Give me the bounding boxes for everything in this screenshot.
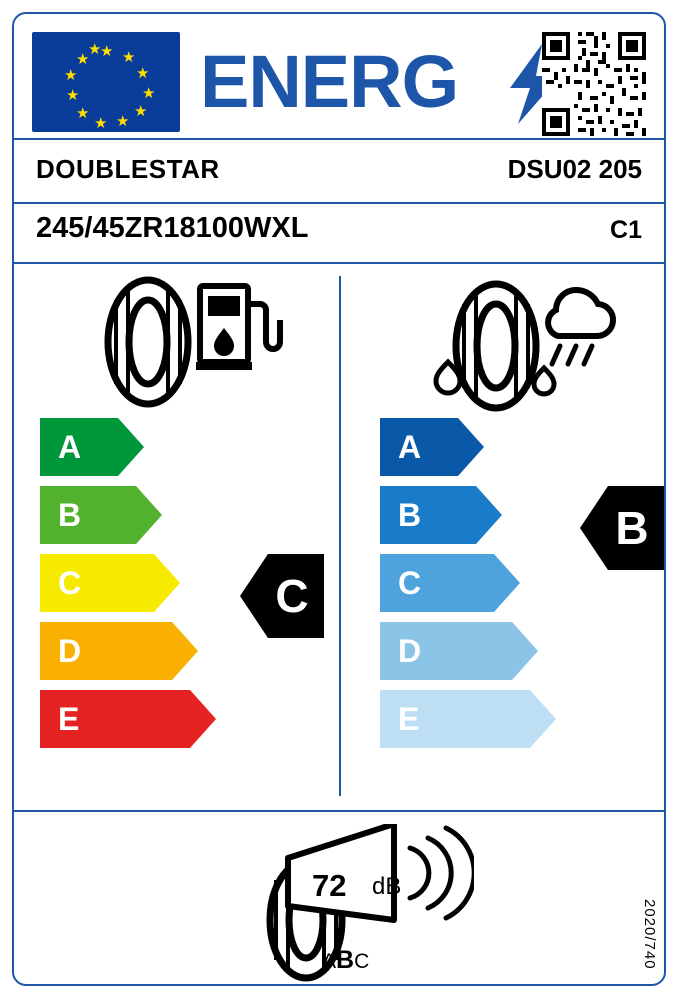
eu-flag-icon: ★ ★ ★ ★ ★ ★ ★ ★ ★ ★ ★ ★ — [32, 32, 180, 132]
wet-grade-c-letter: C — [398, 565, 422, 601]
panel-divider — [339, 276, 341, 796]
tyre-icon — [108, 280, 188, 404]
regulation-date: 2020/740 — [641, 899, 658, 970]
noise-class-scale — [322, 946, 369, 975]
wet-grade-d-letter: D — [398, 633, 422, 669]
noise-pictogram — [244, 824, 474, 984]
fuel-rating-marker — [240, 554, 324, 638]
noise-class-a: A — [322, 950, 337, 973]
noise-unit: dB — [372, 873, 402, 900]
wet-grade-b-letter: B — [398, 497, 422, 533]
tyre-wet-icon — [436, 284, 554, 408]
tyre-size: 245/45ZR18100WXL — [36, 212, 309, 244]
wet-rating-letter: B — [615, 502, 649, 554]
wet-grade-a-letter: A — [398, 429, 422, 465]
noise-class-current: B — [336, 946, 355, 974]
wet-grade-e-letter: E — [398, 701, 420, 737]
noise-class-c: C — [354, 950, 370, 973]
fuel-grade-b-letter: B — [58, 497, 82, 533]
rain-cloud-icon — [548, 290, 613, 364]
fuel-grade-c-letter: C — [58, 565, 82, 601]
page-title: ENERG — [200, 40, 459, 123]
noise-value: 72 — [312, 868, 347, 903]
fuel-grade-d-letter: D — [58, 633, 82, 669]
wet-grip-pictogram — [414, 276, 624, 421]
fuel-grade-e-letter: E — [58, 701, 80, 737]
tyre-energy-label — [12, 12, 666, 986]
fuel-grade-a-letter: A — [58, 429, 82, 465]
model-name: DSU02 205 — [507, 154, 642, 184]
fuel-pump-icon — [196, 286, 280, 370]
brand-name: DOUBLESTAR — [36, 154, 220, 184]
tyre-class: C1 — [610, 216, 642, 244]
fuel-pictogram — [96, 276, 286, 413]
noise-panel — [14, 810, 664, 986]
fuel-rating-letter: C — [275, 570, 309, 622]
label-header — [14, 14, 664, 138]
size-row — [14, 202, 664, 262]
qr-code-icon — [542, 32, 646, 136]
main-panel — [14, 262, 664, 810]
wet-rating-marker — [580, 486, 664, 570]
brand-row — [14, 140, 664, 202]
